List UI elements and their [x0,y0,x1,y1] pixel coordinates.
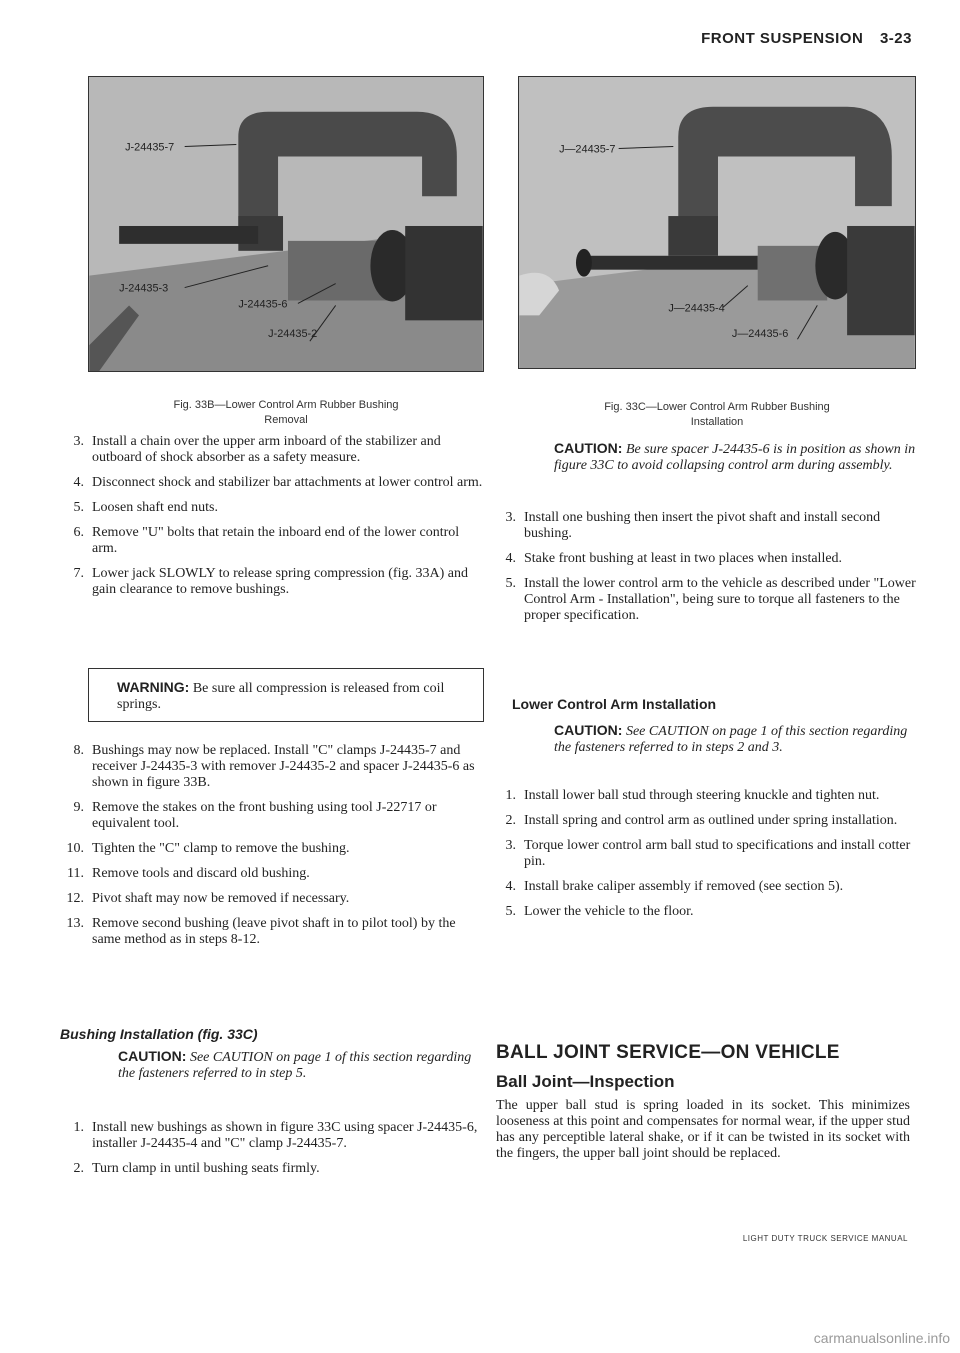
fig-right-label-2: J—24435-4 [668,302,725,315]
bushing-install-steps [60,1120,484,1186]
lower-arm-installation-heading: Lower Control Arm Installation [512,696,717,712]
list-item: 5. Loosen shaft end nuts. [73,500,218,515]
list-item: 4. Install brake caliper assembly if removed (see section 5). [505,879,844,894]
fig-left-label-3: J-24435-6 [238,298,288,311]
bushing-caution: CAUTION: See CAUTION on page 1 of this section regarding the fasteners referred to in step 5. [118,1048,472,1081]
figure-33b-photo [89,77,483,371]
list-item: 8. Bushings may now be replaced. Install "C" clamps J-24435-7 and receiver J-24435-3 with remover J-24435-2 and spacer J-24435-6 as shown in figure 33B. [73,743,475,790]
list-item: 13. Remove second bushing (leave pivot shaft in to pilot tool) by the same method as in steps 8-12. [66,916,456,947]
figure-33b [88,76,484,372]
right-caution: CAUTION: Be sure spacer J-24435-6 is in position as shown in figure 33C to avoid collapsing control arm during assembly. [554,440,916,473]
fig-left-label-1: J-24435-7 [125,141,175,154]
list-item: 9. Remove the stakes on the front bushing using tool J-22717 or equivalent tool. [73,800,437,831]
list-item: 6. Remove "U" bolts that retain the inboard end of the lower control arm. [73,525,460,556]
figure-33c-caption: Fig. 33C—Lower Control Arm Rubber Bushing Installation [604,401,830,428]
page-footer: LIGHT DUTY TRUCK SERVICE MANUAL [742,1234,908,1243]
fig-left-label-2: J-24435-3 [119,282,169,295]
list-item: 3. Install one bushing then insert the pivot shaft and install second bushing. [505,510,881,541]
list-item: 4. Stake front bushing at least in two places when installed. [505,551,843,566]
list-item: 5. Install the lower control arm to the vehicle as described under "Lower Control Arm - Installation", being sure to torque all fasteners to the proper specification. [505,576,916,623]
warning-box [88,668,484,722]
list-item: 7. Lower jack SLOWLY to release spring compression (fig. 33A) and gain clearance to remove bushings. [73,566,468,597]
list-item: 11. Remove tools and discard old bushing. [67,866,310,881]
lower-arm-caution: CAUTION: See CAUTION on page 1 of this section regarding the fasteners referred to in steps 2 and 3. [554,722,908,755]
figure-33c [518,76,916,369]
list-item: 12. Pivot shaft may now be removed if necessary. [66,891,350,906]
list-item: 4. Disconnect shock and stabilizer bar attachments at lower control arm. [73,475,483,490]
left-steps-a [60,434,484,607]
lower-arm-steps [492,788,916,929]
list-item: 2. Turn clamp in until bushing seats firmly. [73,1161,320,1176]
list-item: 10. Tighten the "C" clamp to remove the bushing. [66,841,350,856]
list-item: 1. Install new bushings as shown in figure 33C using spacer J-24435-6, installer J-24435-4 and "C" clamp J-24435-7. [73,1120,478,1151]
ball-joint-heading: BALL JOINT SERVICE—ON VEHICLE [496,1042,840,1063]
figure-33b-caption: Fig. 33B—Lower Control Arm Rubber Bushing Removal [173,399,399,426]
right-steps-a [492,510,916,633]
list-item: 5. Lower the vehicle to the floor. [505,904,694,919]
page-header [689,30,912,47]
fig-left-label-4: J-24435-2 [268,328,318,341]
watermark: carmanualsonline.info [813,1330,950,1346]
ball-joint-paragraph: The upper ball stud is spring loaded in its socket. This minimizes looseness at this point and compensates for normal wear, if the upper stud has any perceptible lateral shake, or if it can be twisted in its socket with the fingers, the upper ball joint should be replaced. [496,1098,910,1161]
warning-label: WARNING: [117,679,190,695]
section-title: FRONT SUSPENSION [701,30,864,47]
page-number: 3-23 [879,30,912,47]
bushing-installation-heading: Bushing Installation (fig. 33C) [60,1026,258,1042]
list-item: 2. Install spring and control arm as outlined under spring installation. [505,813,898,828]
left-steps-b [60,743,484,957]
fig-right-label-1: J—24435-7 [559,143,616,156]
ball-joint-subheading: Ball Joint—Inspection [496,1072,675,1091]
warning-text: Be sure all compression is released from coil springs. [117,681,445,712]
list-item: 1. Install lower ball stud through steering knuckle and tighten nut. [505,788,880,803]
list-item: 3. Install a chain over the upper arm inboard of the stabilizer and outboard of shock absorber as a safety measure. [73,434,441,465]
figure-33c-photo [519,77,915,368]
list-item: 3. Torque lower control arm ball stud to specifications and install cotter pin. [505,838,911,869]
fig-right-label-3: J—24435-6 [731,328,789,341]
